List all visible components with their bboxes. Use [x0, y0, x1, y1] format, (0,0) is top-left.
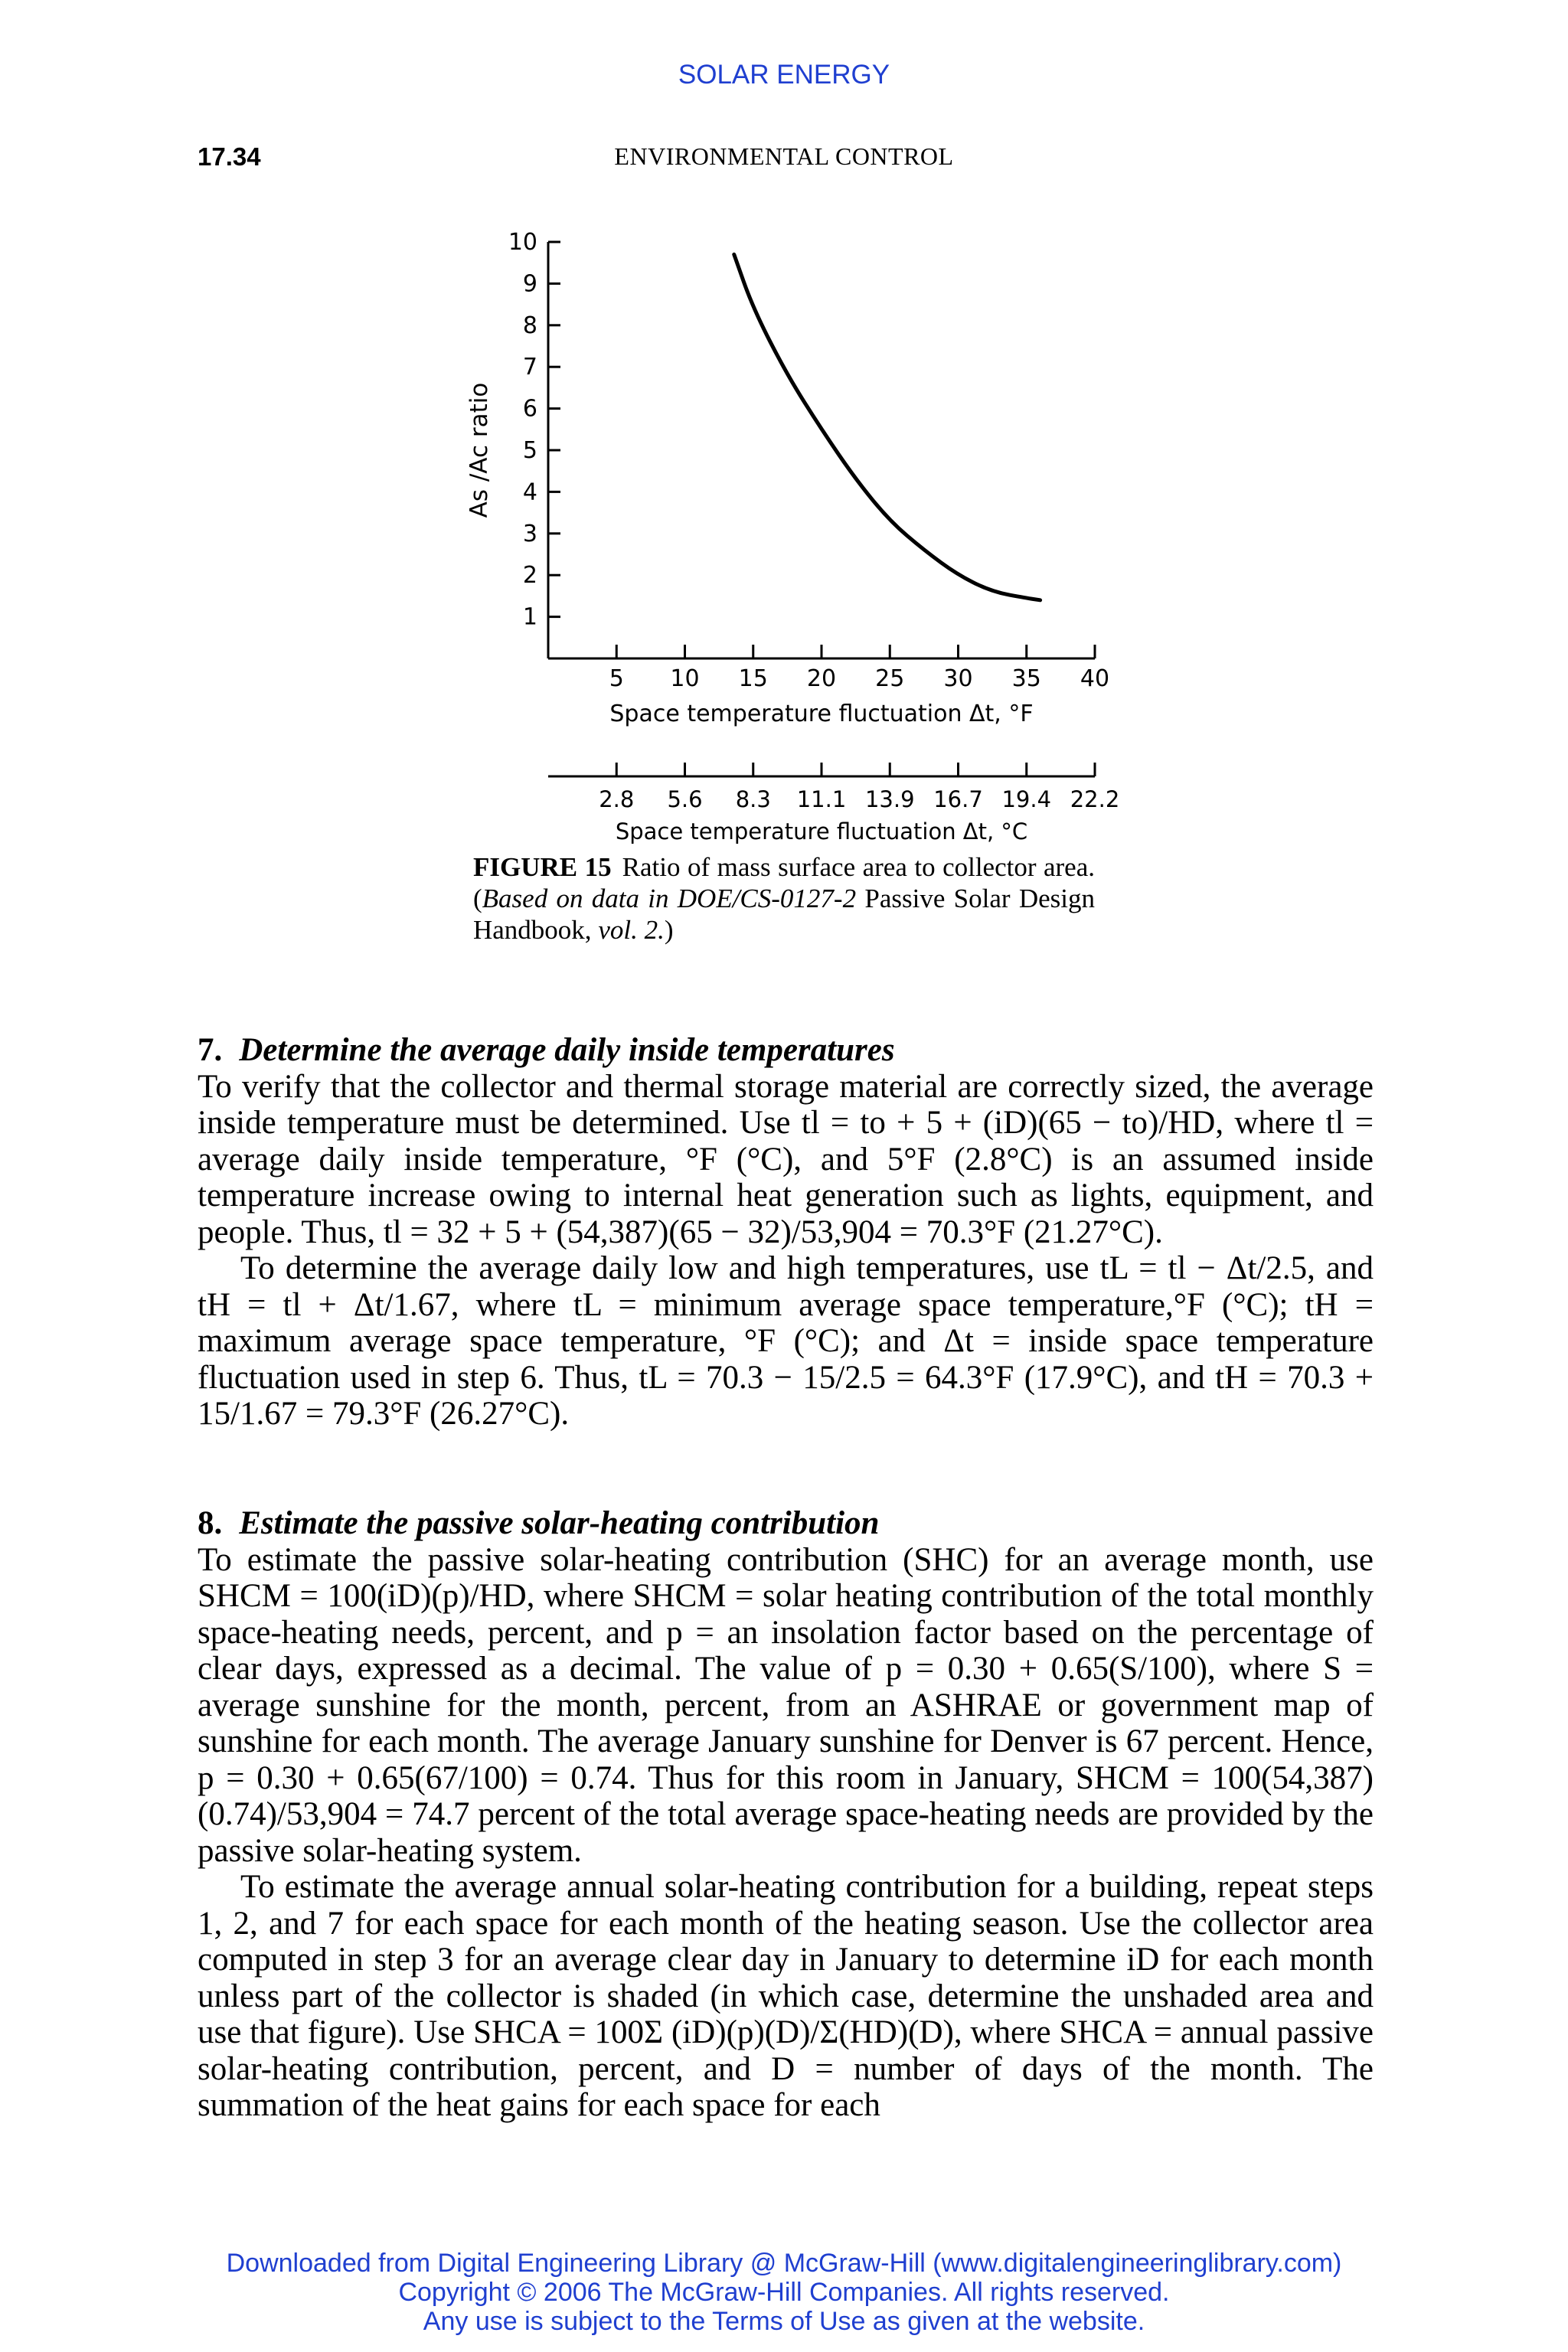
ratio-curve: [734, 254, 1040, 600]
y-tick-label: 7: [522, 354, 537, 381]
step-8-title: Estimate the passive solar-heating contribution: [239, 1505, 880, 1541]
secondary-x-tick-label: 19.4: [1001, 786, 1052, 812]
x-tick-label: 40: [1080, 665, 1110, 692]
caption-text-5: ): [664, 915, 674, 945]
secondary-x-tick-label: 8.3: [735, 786, 771, 812]
y-tick-label: 9: [522, 270, 537, 298]
secondary-x-tick-label: 13.9: [864, 786, 915, 812]
y-tick-label: 8: [522, 312, 537, 339]
secondary-x-tick-label: 11.1: [796, 786, 847, 812]
figure-label: FIGURE 15: [473, 852, 612, 882]
secondary-x-tick-label: 16.7: [933, 786, 983, 812]
y-tick-label: 1: [522, 603, 537, 631]
x-tick-label: 15: [738, 665, 768, 692]
y-tick-label: 4: [522, 479, 537, 506]
running-head: SOLAR ENERGY: [678, 60, 890, 90]
paragraph-1: To verify that the collector and thermal storage material are correctly sized, the average inside temperature must be determined. Use tl = to + 5 + (iD)(65 − to)/HD, where tl = average daily inside temperature, °F (°C), and 5°F (2.8°C) is an assumed inside temperature increase owing to internal heat generation such as lights, equipment, and people. Thus, tl = 32 + 5 + (54,387)(65 − 32)/53,904 = 70.3°F (21.27°C).: [198, 1068, 1374, 1250]
footer-line-2: Copyright © 2006 The McGraw-Hill Companies. All rights reserved.: [398, 2278, 1170, 2307]
secondary-x-tick-label: 22.2: [1070, 786, 1120, 812]
y-tick-label: 6: [522, 395, 537, 423]
y-tick-label: 5: [522, 437, 537, 464]
y-axis-label: As /Ac ratio: [466, 382, 493, 518]
y-tick-label: 2: [522, 562, 537, 590]
x-tick-label: 35: [1011, 665, 1041, 692]
caption-volume: vol. 2.: [598, 915, 665, 945]
page-number: 17.34: [198, 142, 261, 171]
step-7-heading: [198, 1032, 1374, 1069]
caption-source: Based on data in DOE/CS-0127-2: [482, 884, 857, 913]
secondary-x-axis-label: Space temperature fluctuation Δt, °C: [615, 818, 1028, 844]
step-8-heading: [198, 1505, 1374, 1542]
secondary-x-tick-label: 2.8: [599, 786, 635, 812]
figure-caption: [473, 851, 1095, 946]
paragraph-4: To estimate the average annual solar-heating contribution for a building, repeat steps 1, 2, and 7 for each space for each month of the heating season. Use the collector area computed in step 3 for an average clear day in January to determine iD for each month unless part of the collector is shaded (in which case, determine the unshaded area and use that figure). Use SHCA = 100Σ (iD)(p)(D)/Σ(HD)(D), where SHCA = annual passive solar-heating contribution, percent, and D = number of days of the month. The summation of the heat gains for each space for each: [198, 1869, 1374, 2123]
figure-15-chart: [0, 0, 1568, 919]
x-tick-label: 20: [806, 665, 837, 692]
paragraph-2: To determine the average daily low and high temperatures, use tL = tl − Δt/2.5, and tH = tl + Δt/1.67, where tL = minimum average space temperature,°F (°C); tH = maximum average space temperature, °F (°C); and Δt = inside space temperature fluctuation used in step 6. Thus, tL = 70.3 − 15/2.5 = 64.3°F (17.9°C), and tH = 70.3 + 15/1.67 = 79.3°F (26.27°C).: [198, 1250, 1374, 1432]
x-tick-label: 25: [875, 665, 905, 692]
y-tick-label: 3: [522, 520, 537, 547]
download-footer: [0, 2249, 1568, 2336]
step-7-section: [198, 1032, 1374, 1432]
x-tick-label: 30: [943, 665, 973, 692]
footer-line-1: Downloaded from Digital Engineering Library @ McGraw-Hill (www.digitalengineeringlibrary.com): [226, 2249, 1342, 2278]
step-8-section: [198, 1505, 1374, 2124]
step-8-number: 8.: [198, 1505, 223, 1541]
chapter-title: ENVIRONMENTAL CONTROL: [614, 142, 954, 170]
caption-text-3: Passive Solar Design Handbook,: [473, 884, 1095, 945]
x-tick-label: 10: [670, 665, 700, 692]
caption-text-1: Ratio of mass surface area to collector area. (: [473, 852, 1095, 913]
paragraph-3: To estimate the passive solar-heating contribution (SHC) for an average month, use SHCM = 100(iD)(p)/HD, where SHCM = solar heating contribution of the total monthly space-heating needs, percent, and p = an insolation factor based on the percentage of clear days, expressed as a decimal. The value of p = 0.30 + 0.65(S/100), where S = average sunshine for the month, percent, from an ASHRAE or government map of sunshine for each month. The average January sunshine for Denver is 67 percent. Hence, p = 0.30 + 0.65(67/100) = 0.74. Thus for this room in January, SHCM = 100(54,387)(0.74)/53,904 = 74.7 percent of the total average space-heating needs are provided by the passive solar-heating system.: [198, 1541, 1374, 1869]
step-7-number: 7.: [198, 1032, 223, 1068]
x-tick-label: 5: [609, 665, 624, 692]
x-axis-label: Space temperature fluctuation Δt, °F: [609, 701, 1034, 727]
secondary-x-tick-label: 5.6: [667, 786, 703, 812]
y-tick-label: 10: [508, 229, 537, 256]
step-7-title: Determine the average daily inside temperatures: [239, 1032, 895, 1068]
footer-line-3: Any use is subject to the Terms of Use as given at the website.: [423, 2307, 1145, 2336]
